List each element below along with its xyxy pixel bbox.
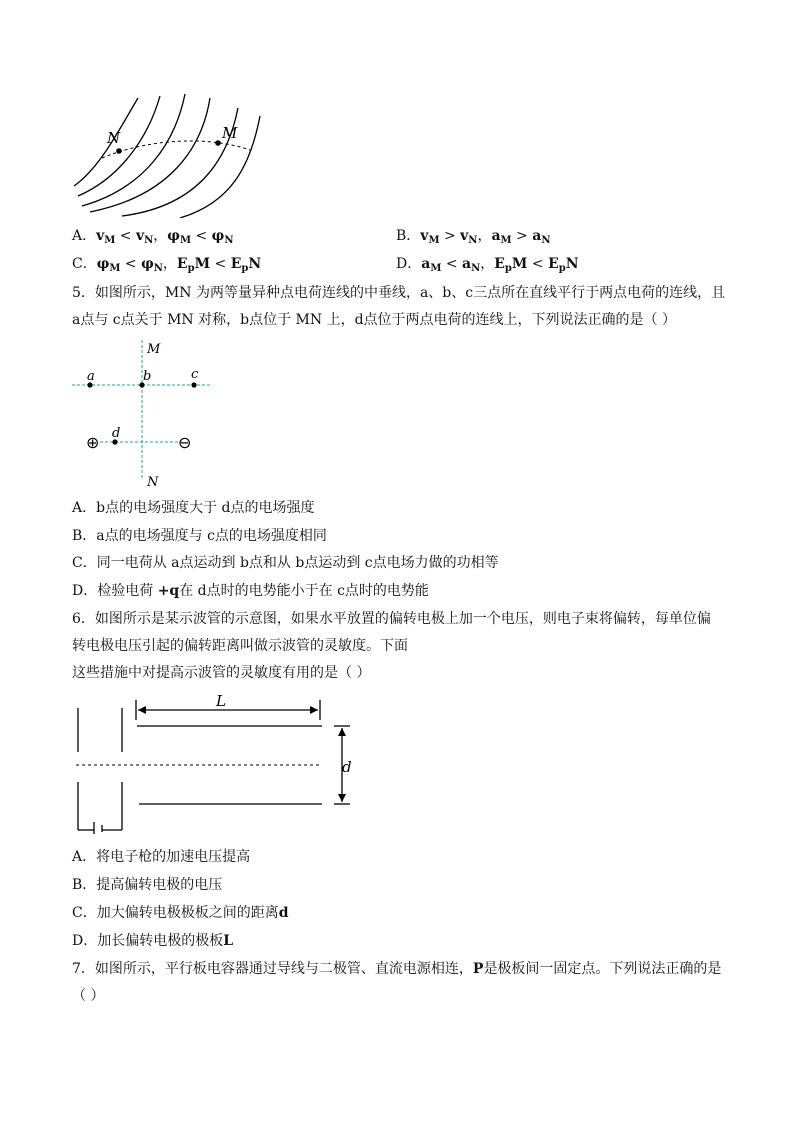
d-arrow-down-icon xyxy=(338,794,346,802)
field-line xyxy=(122,108,238,216)
label-d: d xyxy=(112,426,121,441)
trajectory-dashed xyxy=(102,141,250,158)
label-c: c xyxy=(191,367,199,382)
q4-figure xyxy=(60,88,270,218)
q5-option-a[interactable]: A．b点的电场强度大于 d点的电场强度 xyxy=(72,500,315,516)
q5-option-d[interactable]: D．检验电荷 +q在 d点时的电势能小于在 c点时的电势能 xyxy=(72,583,429,599)
negative-charge-icon: ⊖ xyxy=(178,433,192,452)
label-b: b xyxy=(143,369,152,384)
point-n xyxy=(116,148,122,154)
positive-charge-icon: ⊕ xyxy=(86,433,100,452)
q6-option-b[interactable]: B．提高偏转电极的电压 xyxy=(72,877,223,893)
label-n: N xyxy=(147,475,159,490)
q5-stem-line1: 5．如图所示，MN 为两等量异种点电荷连线的中垂线，a、b、c三点所在直线平行于两点电荷的连线，且 xyxy=(72,285,726,301)
q6-figure xyxy=(72,690,362,834)
q6-stem-line1: 6．如图所示是某示波管的示意图，如果水平放置的偏转电极上加一个电压，则电子束将偏转，每单位偏 xyxy=(72,611,711,627)
q6-stem-line2: 转电极电压引起的偏转距离叫做示波管的灵敏度。下面 xyxy=(72,638,408,654)
label-n: N xyxy=(107,129,121,147)
label-m: M xyxy=(222,124,238,142)
q6-stem-line3: 这些措施中对提高示波管的灵敏度有用的是（ ） xyxy=(72,665,371,681)
q5-option-b[interactable]: B．a点的电场强度与 c点的电场强度相同 xyxy=(72,528,327,544)
q7-stem-line1: 7．如图所示，平行板电容器通过导线与二极管、直流电源相连，P是极板间一固定点。下列说法正确的是 xyxy=(72,961,722,977)
q7-stem-line2: （ ） xyxy=(72,988,105,1004)
l-arrow-right-icon xyxy=(310,706,318,714)
point-c xyxy=(191,382,196,387)
field-line xyxy=(90,98,210,212)
q4-option-a[interactable]: A．$v_M < v_N$，$\varphi_M < \varphi_N$ xyxy=(72,228,234,246)
label-l: L xyxy=(216,692,226,710)
q5-stem-line2: a点与 c点关于 MN 对称，b点位于 MN 上，d点位于两点电荷的连线上，下列说法正确的是（ ） xyxy=(72,312,676,328)
label-d: d xyxy=(342,758,352,776)
point-m xyxy=(215,140,221,146)
q4-option-d[interactable]: D．$a_M < a_N$，$E_pM < E_pN$ xyxy=(396,256,579,274)
field-line xyxy=(180,116,260,218)
q4-option-b[interactable]: B．$v_M > v_N$，$a_M > a_N$ xyxy=(396,228,551,246)
q6-option-c[interactable]: C．加大偏转电极极板之间的距离d xyxy=(72,905,289,921)
field-line xyxy=(74,98,138,186)
label-m: M xyxy=(147,342,161,357)
q6-option-a[interactable]: A．将电子枪的加速电压提高 xyxy=(72,849,251,865)
q4-option-c[interactable]: C．$\varphi_M < \varphi_N$，$E_pM < E_pN$ xyxy=(72,256,262,274)
q6-option-d[interactable]: D．加长偏转电极的极板L xyxy=(72,933,234,949)
label-a: a xyxy=(87,369,95,384)
q5-option-c[interactable]: C．同一电荷从 a点运动到 b点和从 b点运动到 c点电场力做的功相等 xyxy=(72,555,499,571)
d-arrow-up-icon xyxy=(338,728,346,736)
l-arrow-left-icon xyxy=(138,706,146,714)
q5-figure xyxy=(72,338,222,490)
